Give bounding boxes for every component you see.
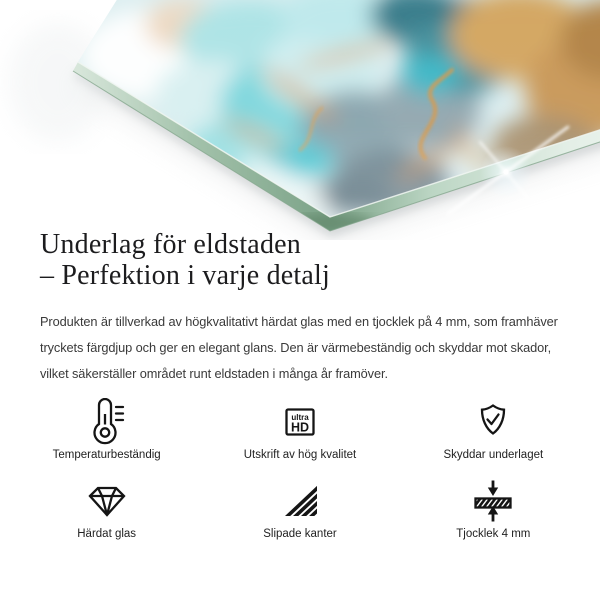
feature-print-quality [203, 398, 396, 461]
feature-label: Härdat glas [77, 528, 137, 540]
page-title [40, 229, 330, 291]
description-line: Produkten är tillverkad av högkvalitativt härdat glas med en tjocklek på 4 mm, som framhäver [40, 314, 558, 329]
feature-thickness [397, 477, 590, 540]
feature-label: Temperaturbeständig [52, 449, 161, 461]
product-image [0, 0, 600, 240]
feature-grid [10, 398, 590, 540]
diamond-icon [83, 477, 131, 525]
feature-label: Skyddar underlaget [443, 449, 544, 461]
polished-edges-icon [276, 477, 324, 525]
feature-label: Utskrift av hög kvalitet [243, 449, 357, 461]
hd-text: HD [290, 420, 310, 435]
feature-tempered-glass [10, 477, 203, 540]
ultra-hd-icon [276, 398, 324, 446]
feature-label: Tjocklek 4 mm [456, 528, 531, 540]
page-title-line1: Underlag för eldstaden [40, 229, 301, 260]
page-title-line2: – Perfektion i varje detalj [40, 260, 330, 291]
glass-panel-illustration [0, 0, 600, 240]
thermometer-icon [83, 398, 131, 446]
shield-check-icon [469, 398, 517, 446]
product-description [40, 309, 558, 387]
thickness-icon [469, 477, 517, 525]
ultra-text: ultra [291, 413, 309, 422]
description-line: tryckets färgdjup och ger en elegant glans. Den är värmebeständig och skyddar mot skador, [40, 340, 552, 355]
feature-protection [397, 398, 590, 461]
feature-polished-edges [203, 477, 396, 540]
feature-label: Slipade kanter [263, 528, 337, 540]
feature-temperature [10, 398, 203, 461]
description-line: vilket säkerställer området runt eldstaden i många år framöver. [40, 366, 388, 381]
